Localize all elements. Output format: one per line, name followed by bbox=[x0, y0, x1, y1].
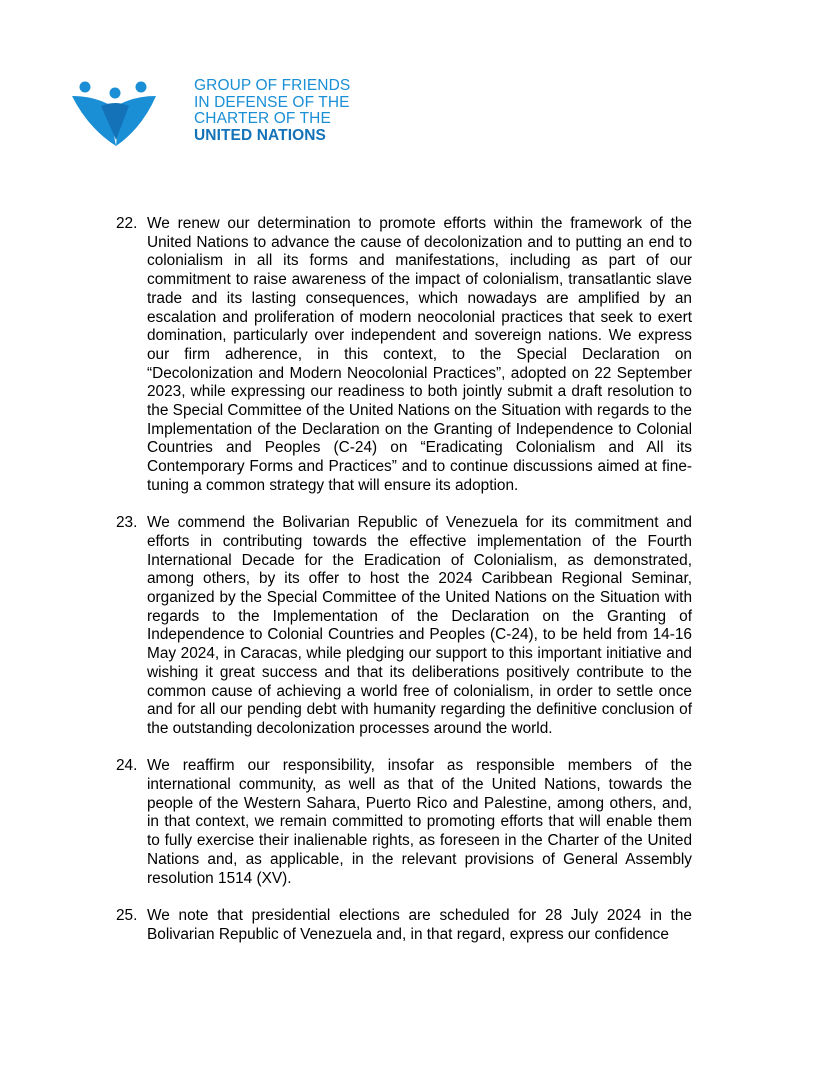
paragraph-23 bbox=[116, 514, 692, 738]
logo-line-4: UNITED NATIONS bbox=[194, 126, 326, 144]
logo-line-3: CHARTER OF THE bbox=[194, 110, 331, 127]
paragraph-number: 24. bbox=[116, 757, 138, 775]
logo-text bbox=[194, 78, 350, 144]
paragraph-number: 25. bbox=[116, 906, 138, 924]
paragraph-24 bbox=[116, 757, 692, 888]
paragraph-25 bbox=[116, 907, 692, 944]
paragraph-text: We renew our determination to promote efforts within the framework of the United Nations to advance the cause of decolonization and to putting an end to colonialism in all its forms and manifestations, including as part of our commitment to raise awareness of the impact of colonialism, transatlantic slave trade and its lasting consequences, which nowadays are amplified by an escalation and proliferation of modern neocolonial practices that seek to exert domination, particularly over independent and sovereign nations. We express our firm adherence, in this context, to the Special Declaration on “Decolonization and Modern Neocolonial Practices”, adopted on 22 September 2023, while expressing our readiness to both jointly submit a draft resolution to the Special Committee of the United Nations on the Situation with regards to the Implementation of the Declaration on the Granting of Independence to Colonial Countries and Peoples (C-24) on “Eradicating Colonialism and All its Contemporary Forms and Practices” and to continue discussions aimed at fine-tuning a common strategy that will ensure its adoption. bbox=[147, 215, 692, 494]
paragraph-number: 22. bbox=[116, 215, 138, 232]
logo-line-1: GROUP OF FRIENDS bbox=[194, 77, 351, 94]
document-body bbox=[116, 215, 692, 963]
paragraph-text: We commend the Bolivarian Republic of Venezuela for its commitment and efforts in contributing towards the effective implementation of the Fourth International Decade for the Eradication of Colonialism, as demonstrated, among others, by its offer to host the 2024 Caribbean Regional Seminar, organized by the Special Committee of the United Nations on the Situation with regards to the Implementation of the Declaration on the Granting of Independence to Colonial Countries and Peoples (C-24), to be held from 14-16 May 2024, in Caracas, while pledging our support to this important initiative and wishing it great success and that its deliberations positively contribute to the common cause of achieving a world free of colonialism, in order to settle once and for all our pending debt with humanity regarding the definitive conclusion of the outstanding decolonization processes around the world. bbox=[147, 514, 692, 737]
organization-logo bbox=[70, 76, 370, 148]
paragraph-number: 23. bbox=[116, 514, 138, 532]
logo-line-2: IN DEFENSE OF THE bbox=[194, 93, 350, 111]
paragraph-text: We reaffirm our responsibility, insofar as responsible members of the international community, as well as that of the United Nations, towards the people of the Western Sahara, Puerto Rico and Palestine, among others, and, in that context, we remain committed to promoting efforts that will enable them to fully exercise their inalienable rights, as foreseen in the Charter of the United Nations and, as applicable, in the relevant provisions of General Assembly resolution 1514 (XV). bbox=[147, 757, 692, 887]
three-people-logo-icon bbox=[70, 78, 160, 148]
paragraph-text: We note that presidential elections are scheduled for 28 July 2024 in the Bolivarian Republic of Venezuela and, in that regard, express our confidence bbox=[147, 906, 692, 943]
paragraph-22 bbox=[116, 215, 692, 496]
